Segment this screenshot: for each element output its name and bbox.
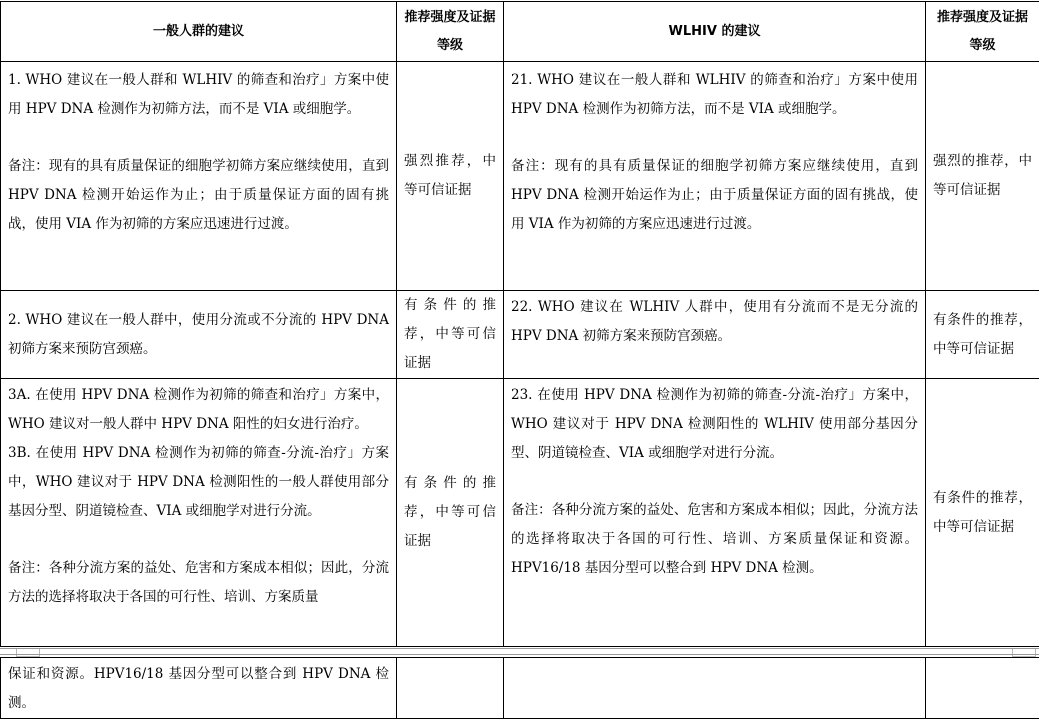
grade-cell: [397, 658, 504, 719]
page-break-marker: [16, 649, 40, 657]
table-row: [1, 291, 1039, 379]
recommendation-text: 3A. 在使用 HPV DNA 检测作为初筛的筛查和治疗」方案中，WHO 建议对一般人群中 HPV DNA 阳性的妇女进行治疗。: [8, 381, 389, 439]
grade-cell: 强烈的推荐，中等可信证据: [926, 62, 1039, 291]
header-strength-evidence: 推荐强度及证据等级: [397, 2, 504, 62]
recommendation-note: 备注：现有的具有质量保证的细胞学初筛方案应继续使用，直到 HPV DNA 检测开始运作为止；由于质量保证方面的固有挑战，使用 VIA 作为初筛的方案应迅速进行过渡。: [511, 152, 918, 239]
page-break-marker: [1012, 649, 1036, 657]
header-wlhiv: WLHIV 的建议: [504, 2, 926, 62]
page-break-line: [0, 648, 1039, 649]
recommendation-cell: [504, 658, 926, 719]
grade-cell: 有条件的推荐，中等可信证据: [926, 291, 1039, 379]
grade-cell: [926, 658, 1039, 719]
page-break-line: [0, 654, 1039, 655]
recommendation-note: 备注：各种分流方案的益处、危害和方案成本相似；因此，分流方法的选择将取决于各国的可行性、培训、方案质量: [8, 554, 389, 612]
grade-cell: 有条件的推荐，中等可信证据: [926, 379, 1039, 647]
grade-cell: 强烈推荐，中等可信证据: [397, 62, 504, 291]
header-strength-evidence-2: 推荐强度及证据等级: [926, 2, 1039, 62]
recommendation-note: 备注：现有的具有质量保证的细胞学初筛方案应继续使用，直到 HPV DNA 检测开始运作为止；由于质量保证方面的固有挑战，使用 VIA 作为初筛的方案应迅速进行过渡。: [8, 152, 389, 239]
table-row: [1, 379, 1039, 647]
table-row: [1, 658, 1039, 719]
recommendation-cell: [1, 379, 397, 647]
recommendation-cell: 保证和资源。HPV16/18 基因分型可以整合到 HPV DNA 检测。: [1, 658, 397, 719]
recommendations-table: [0, 1, 1039, 647]
recommendation-cell: [1, 62, 397, 291]
recommendation-text: 1. WHO 建议在一般人群和 WLHIV 的筛查和治疗」方案中使用 HPV DNA 检测作为初筛方法，而不是 VIA 或细胞学。: [8, 66, 389, 124]
recommendation-cell: 22. WHO 建议在 WLHIV 人群中，使用有分流而不是无分流的 HPV DNA 初筛方案来预防宫颈癌。: [504, 291, 926, 379]
recommendation-text: 3B. 在使用 HPV DNA 检测作为初筛的筛查-分流-治疗」方案中，WHO 建议对于 HPV DNA 检测阳性的一般人群使用部分基因分型、阴道镜检查、VIA 或细胞学对进行分流。: [8, 439, 389, 526]
table-row: [1, 62, 1039, 291]
recommendation-note: 备注：各种分流方案的益处、危害和方案成本相似；因此，分流方法的选择将取决于各国的可行性、培训、方案质量保证和资源。HPV16/18 基因分型可以整合到 HPV DNA 检测。: [511, 496, 918, 583]
recommendation-text: 21. WHO 建议在一般人群和 WLHIV 的筛查和治疗」方案中使用 HPV DNA 检测作为初筛方法，而不是 VIA 或细胞学。: [511, 66, 918, 124]
grade-cell: 有条件的推荐，中等可信证据: [397, 379, 504, 647]
continuation-table: [0, 657, 1039, 719]
header-general-population: 一般人群的建议: [1, 2, 397, 62]
recommendation-text: 23. 在使用 HPV DNA 检测作为初筛的筛查-分流-治疗」方案中，WHO 建议对于 HPV DNA 检测阳性的 WLHIV 使用部分基因分型、阴道镜检查、VIA 或细胞学对进行分流。: [511, 381, 918, 468]
table-header-row: [1, 2, 1039, 62]
grade-cell: 有条件的推荐，中等可信证据: [397, 291, 504, 379]
recommendation-cell: [504, 379, 926, 647]
recommendation-cell: 2. WHO 建议在一般人群中，使用分流或不分流的 HPV DNA 初筛方案来预防宫颈癌。: [1, 291, 397, 379]
recommendation-cell: [504, 62, 926, 291]
